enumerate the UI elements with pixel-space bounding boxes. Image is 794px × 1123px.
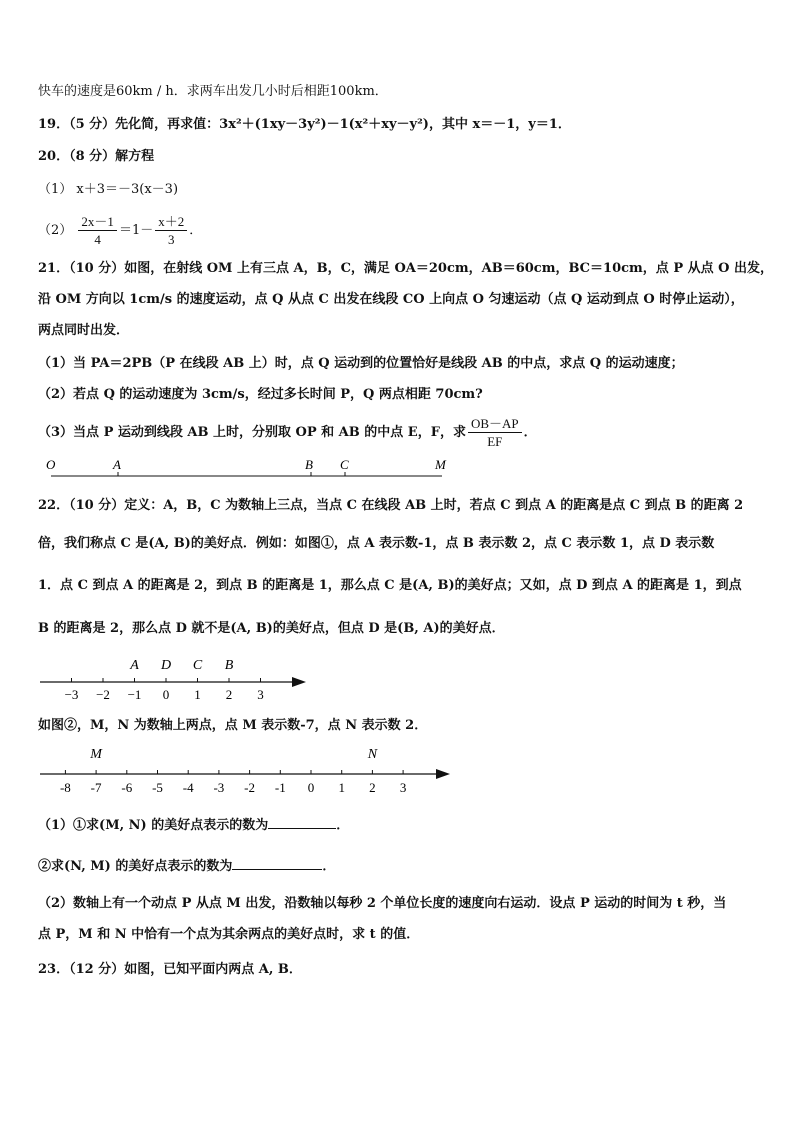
question-20-part-2 bbox=[38, 212, 202, 250]
question-21-line-3: 两点同时出发． bbox=[38, 323, 130, 338]
fig1-tick-label: −3 bbox=[64, 687, 79, 702]
fig1-tick-label: −2 bbox=[96, 687, 110, 702]
question-22-sub-2-line-2: 点 P，M 和 N 中恰有一个点为其余两点的美好点时，求 t 的值． bbox=[38, 927, 420, 942]
fig1-tick-label: 3 bbox=[257, 687, 264, 702]
fig2-arrow bbox=[436, 769, 450, 779]
fig1-tick-label: 1 bbox=[194, 687, 201, 702]
fig1-tick-label: 0 bbox=[162, 687, 170, 702]
ray-label-a: A bbox=[113, 457, 121, 472]
sub-3-end: ． bbox=[523, 425, 537, 440]
fig2-tick-label: 2 bbox=[369, 780, 376, 795]
fraction-2-numerator: x＋2 bbox=[155, 213, 187, 231]
fig1-arrow bbox=[292, 677, 306, 687]
fig2-tick-label: 3 bbox=[399, 780, 407, 795]
ratio-fraction bbox=[468, 415, 522, 450]
ratio-denominator: EF bbox=[487, 434, 503, 449]
ratio-numerator: OB－AP bbox=[468, 415, 522, 433]
equation-end: ． bbox=[189, 223, 203, 238]
fig2-tick-label: -7 bbox=[90, 780, 102, 795]
fraction-1 bbox=[78, 213, 117, 248]
fig2-point-label: M bbox=[90, 747, 102, 762]
fig2-tick-label: -2 bbox=[244, 780, 256, 795]
fig1-point-label: B bbox=[224, 658, 234, 673]
fig2-tick-label: -5 bbox=[152, 780, 163, 795]
fig2-tick-label: 0 bbox=[307, 780, 315, 795]
part-2-label: （2） bbox=[38, 223, 73, 238]
question-20-part-1: （1） x＋3＝－3(x－3) bbox=[38, 182, 179, 197]
question-22-line-1: 22．（10 分）定义：A，B，C 为数轴上三点，当点 C 在线段 AB 上时，若点 C 到点 A 的距离是点 C 到点 B 的距离 2 bbox=[38, 498, 744, 513]
fig1-tick-label: 2 bbox=[225, 687, 233, 702]
question-22-sub-1b bbox=[38, 857, 335, 876]
fraction-1-denominator: 4 bbox=[94, 232, 101, 247]
ray-label-b: B bbox=[305, 457, 313, 472]
number-line-figure-2 bbox=[0, 742, 794, 798]
answer-blank-2[interactable] bbox=[232, 857, 322, 870]
equation-middle: ＝1－ bbox=[118, 223, 154, 238]
fig1-point-label: C bbox=[192, 658, 203, 673]
fig1-tick-label: −1 bbox=[127, 687, 142, 702]
question-22-line-3: 1．点 C 到点 A 的距离是 2，到点 B 的距离是 1，那么点 C 是(A, B)的美好点；又如，点 D 到点 A 的距离是 1，到点 bbox=[38, 578, 742, 593]
fig2-point-label: N bbox=[367, 747, 378, 762]
question-22-sub-2-line-1: （2）数轴上有一个动点 P 从点 M 出发，沿数轴以每秒 2 个单位长度的速度向右运动．设点 P 运动的时间为 t 秒，当 bbox=[38, 896, 727, 911]
fig2-tick-label: 1 bbox=[338, 780, 345, 795]
question-22-line-4: B 的距离是 2，那么点 D 就不是(A, B)的美好点，但点 D 是(B, A)的美好点． bbox=[38, 621, 505, 636]
sub-1b-text: ②求(N, M) 的美好点表示的数为 bbox=[38, 859, 233, 874]
question-21-line-1: 21．（10 分）如图，在射线 OM 上有三点 A，B，C，满足 OA＝20cm，AB＝60cm，BC＝10cm，点 P 从点 O 出发， bbox=[38, 261, 773, 276]
question-21-sub-3 bbox=[38, 414, 537, 452]
ray-diagram bbox=[0, 452, 794, 482]
fraction-2 bbox=[155, 213, 187, 248]
question-19: 19．（5 分）先化简，再求值：3x²＋(1xy－3y²)－1(x²＋xy－y²)，其中 x＝－1，y＝1． bbox=[38, 117, 571, 132]
question-21-sub-1: （1）当 PA＝2PB（P 在线段 AB 上）时，点 Q 运动到的位置恰好是线段 AB 的中点，求点 Q 的运动速度； bbox=[38, 356, 684, 371]
question-21-line-2: 沿 OM 方向以 1cm/s 的速度运动，点 Q 从点 C 出发在线段 CO 上向点 O 匀速运动（点 Q 运动到点 O 时停止运动）， bbox=[38, 292, 744, 307]
question-22-line-2: 倍，我们称点 C 是(A, B)的美好点．例如：如图①，点 A 表示数-1，点 B 表示数 2，点 C 表示数 1，点 D 表示数 bbox=[38, 536, 715, 551]
figure-2-intro: 如图②，M，N 为数轴上两点，点 M 表示数-7，点 N 表示数 2． bbox=[38, 718, 428, 733]
fraction-2-denominator: 3 bbox=[167, 232, 175, 247]
sub-1a-end: ． bbox=[336, 818, 350, 833]
question-21-sub-2: （2）若点 Q 的运动速度为 3cm/s，经过多长时间 P，Q 两点相距 70cm? bbox=[38, 387, 483, 402]
fig2-tick-label: -3 bbox=[213, 780, 225, 795]
fig2-tick-label: -1 bbox=[274, 780, 286, 795]
fig2-tick-label: -6 bbox=[121, 780, 133, 795]
ray-label-m: M bbox=[435, 457, 446, 472]
question-23: 23．（12 分）如图，已知平面内两点 A, B． bbox=[38, 962, 302, 977]
ray-label-c: C bbox=[340, 457, 349, 472]
fig1-point-label: A bbox=[130, 658, 139, 673]
number-line-figure-1 bbox=[0, 652, 794, 704]
question-20-heading: 20．（8 分）解方程 bbox=[38, 149, 155, 164]
text-line-top: 快车的速度是60km / h．求两车出发几小时后相距100km． bbox=[38, 84, 388, 99]
ray-label-o: O bbox=[46, 457, 56, 472]
sub-1a-text: （1）①求(M, N) 的美好点表示的数为 bbox=[38, 818, 269, 833]
fig2-tick-label: -4 bbox=[182, 780, 194, 795]
question-22-sub-1a bbox=[38, 816, 349, 835]
fig2-tick-label: -8 bbox=[59, 780, 71, 795]
fraction-1-numerator: 2x－1 bbox=[78, 213, 117, 231]
answer-blank-1[interactable] bbox=[268, 816, 336, 829]
fig1-point-label: D bbox=[160, 658, 172, 673]
sub-1b-end: ． bbox=[322, 859, 336, 874]
sub-3-text: （3）当点 P 运动到线段 AB 上时，分别取 OP 和 AB 的中点 E，F，求 bbox=[38, 425, 466, 440]
